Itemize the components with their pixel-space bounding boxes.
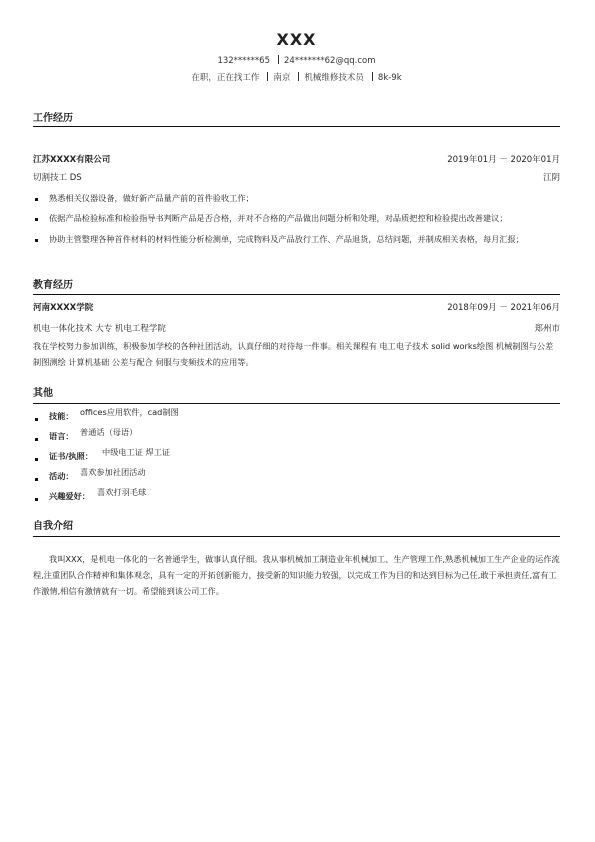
education-description: 我在学校努力参加训练，积极参加学校的各种社团活动，认真仔细的对待每一件事。相关课程有 电工电子技术 solid works绘图 机械制图与公差 制图测绘 计算机基础 公差与配合 伺服与变频技术的应用等。 [33, 341, 554, 367]
email-address: 24*******62@qq.com [284, 56, 376, 66]
bullet-icon [35, 218, 38, 221]
bullet-icon [35, 239, 38, 242]
resume-page: XXX 132******65 24*******62@qq.com 在职，正在找工作 南京 机械维修技术员 8k-9k 工作经历 江苏XXXX有限公司 2019年01月 － 2020年01月 切割技工 DS 江阴 熟悉相关仪器设备，做好新产品量产前的首件验收工作； 依据产品检验标准和检验指导书判断产品是否合格，并对不合格的产品做出问题分析和处理，对品质把控和检验提出改善建议； 协助主管整理各种首件材料的材料性能分析检测单，完成物料及产品放行工作、产品退货，总结问题，并制成相关表格，每月汇报； 教育经历 河南XXXX学院 2018年09月 － 2021年06月 机电一体化技术 大专 机电工程学院 郑州市 我在学校努力参加训练，积极参加学校的各种社团活动，认真仔细的对待每一件事。相关课程有 电工电子技术 solid works绘图 机械制图与公差 制图测绘 计算机基础 公差与配合 伺服与变频技术的应用等。 其他 技能： offices应用软件，cad制图 语言： 普通话（母语） 证书/执照： 中级电工证 焊工证 活动： 喜欢参加社团活动 兴趣爱好： 喜欢打羽毛球 自我介绍 我叫XXX，是机电一体化的一名普通学生，做事认真仔细。我从事机械加工制造业年机械加工、生产管理工作,熟悉机械加工生产企业的运作流程,注重团队合作精神和集体观念，具有一定的开拓创新能力，接受新的知识能力较强，以完成工作为目的和达到目标为己任,敢于承担责任,富有工作激情,相信有激情就有一切。希望能到该公司工作。 [33, 0, 560, 842]
school-name: 河南XXXX学院 [33, 303, 94, 313]
contact-line [33, 55, 560, 66]
work-location: 江阴 [542, 173, 560, 183]
section-divider [33, 294, 560, 295]
job-status: 在职，正在找工作 [191, 73, 260, 83]
company-name: 江苏XXXX有限公司 [33, 155, 111, 165]
skills-item: 技能： offices应用软件，cad制图 [33, 411, 560, 425]
hobby-item: 兴趣爱好： 喜欢打羽毛球 [33, 491, 560, 505]
activity-item: 活动： 喜欢参加社团活动 [33, 471, 560, 485]
bullet-icon [35, 498, 38, 501]
phone-number: 132******65 [217, 56, 270, 66]
separator [372, 72, 373, 81]
job-intent-line [33, 71, 560, 83]
language-value: 普通话（母语） [80, 427, 138, 437]
separator [267, 72, 268, 81]
intro-section-title: 自我介绍 [33, 521, 73, 532]
bullet-icon [35, 478, 38, 481]
work-period: 2019年01月 － 2020年01月 [447, 155, 560, 165]
education-period: 2018年09月 － 2021年06月 [447, 303, 560, 313]
hobby-value: 喜欢打羽毛球 [97, 487, 147, 497]
other-section-title: 其他 [33, 388, 53, 399]
separator [298, 72, 299, 81]
job-role: 切割技工 DS [33, 173, 82, 183]
self-introduction: 我叫XXX，是机电一体化的一名普通学生，做事认真仔细。我从事机械加工制造业年机械加工、生产管理工作,熟悉机械加工生产企业的运作流程,注重团队合作精神和集体观念，具有一定的开拓创新能力，接受新的知识能力较强，以完成工作为目的和达到目标为己任,敢于承担责任,富有工作激情,相信有激情就有一切。希望能到该公司工作。 [33, 554, 560, 596]
certificate-item: 证书/执照： 中级电工证 焊工证 [33, 451, 560, 465]
section-divider [33, 403, 560, 404]
language-item: 语言： 普通话（母语） [33, 431, 560, 445]
separator [278, 55, 279, 64]
bullet-icon [35, 458, 38, 461]
skills-value: offices应用软件，cad制图 [80, 407, 179, 417]
education-location: 郑州市 [534, 324, 560, 334]
education-section-title: 教育经历 [33, 280, 73, 291]
expected-salary: 8k-9k [377, 73, 402, 83]
bullet-icon [35, 198, 38, 201]
work-section-title: 工作经历 [33, 113, 73, 124]
target-position: 机械维修技术员 [304, 73, 364, 83]
bullet-icon [35, 438, 38, 441]
section-divider [33, 536, 560, 537]
target-city: 南京 [273, 73, 291, 83]
major-info: 机电一体化技术 大专 机电工程学院 [33, 324, 166, 334]
certificate-value: 中级电工证 焊工证 [102, 447, 171, 457]
bullet-icon [35, 418, 38, 421]
activity-value: 喜欢参加社团活动 [80, 467, 146, 477]
section-divider [33, 126, 560, 127]
candidate-name: XXX [276, 30, 317, 49]
